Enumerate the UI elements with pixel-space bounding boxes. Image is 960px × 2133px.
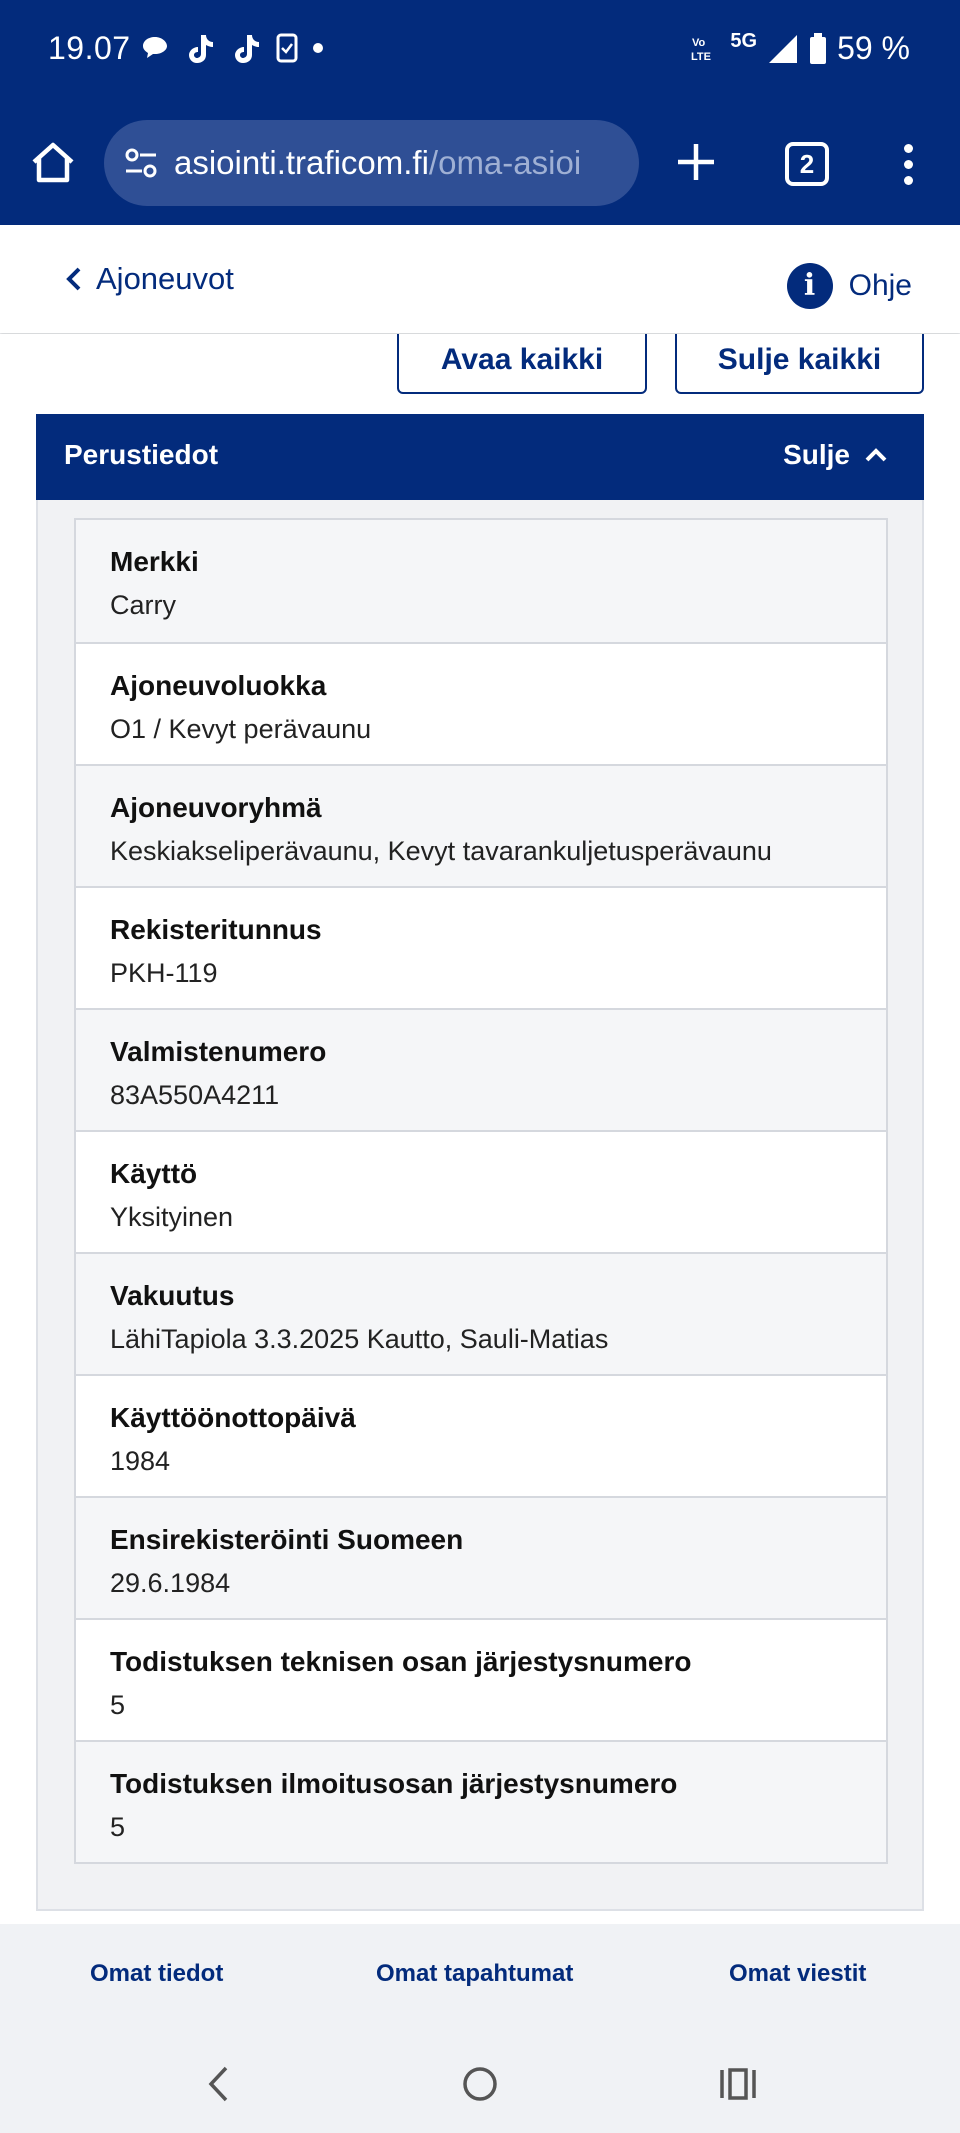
browser-top-bar — [0, 0, 960, 225]
status-time: 19.07 — [48, 30, 131, 66]
tiktok-icon — [184, 32, 216, 64]
detail-row — [76, 1374, 886, 1496]
url-text — [174, 144, 581, 182]
detail-value: LähiTapiola 3.3.2025 Kautto, Sauli-Matias — [110, 1324, 609, 1354]
detail-value: 1984 — [110, 1446, 171, 1476]
detail-value: 5 — [110, 1812, 126, 1842]
more-menu-icon[interactable] — [896, 140, 920, 188]
detail-row — [76, 642, 886, 764]
detail-label: Rekisteritunnus — [110, 914, 322, 945]
detail-row — [76, 1618, 886, 1740]
chevron-left-icon — [64, 266, 84, 292]
detail-row — [76, 886, 886, 1008]
detail-row — [76, 1740, 886, 1862]
phone-check-icon — [276, 33, 298, 63]
status-right — [690, 30, 910, 67]
detail-label: Merkki — [110, 546, 199, 577]
detail-value: PKH-119 — [110, 958, 218, 988]
battery-icon — [809, 33, 827, 65]
recents-nav-icon[interactable] — [718, 2066, 758, 2102]
svg-text:LTE: LTE — [691, 50, 712, 63]
bottom-nav — [0, 1924, 960, 2024]
nav-omat-tiedot[interactable]: Omat tiedot — [90, 1960, 224, 1987]
tab-switcher-button[interactable]: 2 — [785, 142, 829, 186]
detail-label: Todistuksen ilmoitusosan järjestysnumero — [110, 1768, 678, 1799]
basic-info-panel — [36, 414, 924, 1911]
url-path: /oma-asioi — [428, 144, 582, 181]
detail-value: 83A550A4211 — [110, 1080, 280, 1110]
back-link-label: Ajoneuvot — [96, 261, 234, 296]
detail-label: Todistuksen teknisen osan järjestysnumero — [110, 1646, 692, 1677]
tiktok-icon-2 — [230, 32, 262, 64]
collapse-toggle[interactable] — [783, 439, 888, 471]
info-icon: i — [787, 263, 833, 309]
system-nav-bar — [0, 2024, 960, 2133]
detail-row — [76, 1130, 886, 1252]
collapse-label: Sulje — [783, 439, 850, 470]
details-list — [74, 518, 888, 1864]
main-content — [0, 334, 960, 1924]
chat-bubble-icon — [140, 33, 170, 63]
svg-text:Vo: Vo — [692, 36, 706, 49]
detail-label: Ajoneuvoluokka — [110, 670, 327, 701]
detail-value: Keskiakseliperävaunu, Kevyt tavarankuljetusperävaunu — [110, 836, 772, 866]
detail-label: Ensirekisteröinti Suomeen — [110, 1524, 464, 1555]
address-bar[interactable] — [104, 120, 639, 206]
detail-row — [76, 764, 886, 886]
detail-row — [76, 1496, 886, 1618]
panel-title: Perustiedot — [64, 439, 219, 470]
panel-header[interactable] — [36, 414, 924, 500]
chevron-up-icon — [864, 447, 888, 463]
detail-value: 5 — [110, 1690, 126, 1720]
open-all-button[interactable]: Avaa kaikki — [397, 334, 647, 394]
signal-icon — [767, 33, 799, 65]
detail-value: O1 / Kevyt perävaunu — [110, 714, 372, 744]
detail-value: Carry — [110, 590, 176, 620]
detail-row — [76, 520, 886, 642]
network-type-label: 5G — [730, 30, 758, 52]
detail-row — [76, 1008, 886, 1130]
page-header — [0, 225, 960, 333]
home-icon[interactable] — [28, 138, 78, 188]
back-link[interactable] — [64, 261, 234, 297]
detail-label: Ajoneuvoryhmä — [110, 792, 322, 823]
detail-value: 29.6.1984 — [110, 1568, 231, 1598]
detail-label: Käyttöönottopäivä — [110, 1402, 356, 1433]
help-label: Ohje — [848, 269, 912, 302]
notification-icons — [140, 32, 324, 64]
nav-omat-viestit[interactable]: Omat viestit — [729, 1960, 867, 1987]
home-nav-icon[interactable] — [460, 2064, 500, 2104]
battery-percent: 59 % — [837, 30, 910, 66]
close-all-button[interactable]: Sulje kaikki — [675, 334, 924, 394]
back-nav-icon[interactable] — [205, 2064, 231, 2104]
detail-label: Käyttö — [110, 1158, 198, 1189]
site-settings-icon[interactable] — [122, 144, 160, 182]
volte-icon — [690, 34, 720, 64]
help-link[interactable] — [787, 263, 912, 309]
detail-label: Vakuutus — [110, 1280, 235, 1311]
browser-toolbar — [0, 120, 960, 206]
new-tab-icon[interactable] — [672, 138, 720, 186]
detail-value: Yksityinen — [110, 1202, 234, 1232]
url-host: asiointi.traficom.fi — [174, 144, 429, 181]
detail-row — [76, 1252, 886, 1374]
nav-omat-tapahtumat[interactable]: Omat tapahtumat — [376, 1960, 574, 1987]
dot-icon — [312, 42, 324, 54]
detail-label: Valmistenumero — [110, 1036, 327, 1067]
